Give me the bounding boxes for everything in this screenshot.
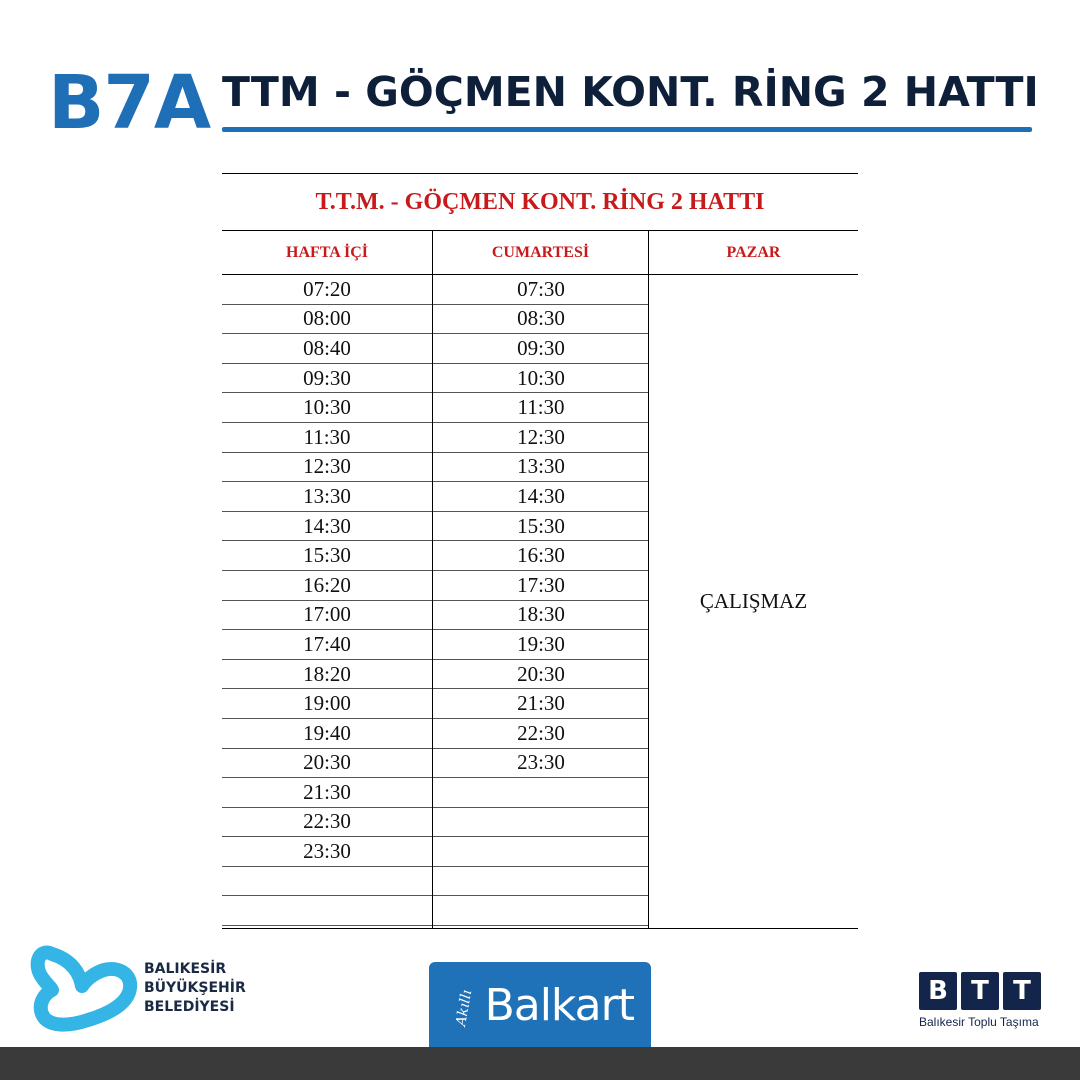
- weekday-time-cell: [222, 867, 432, 897]
- operator-letter: T: [961, 972, 999, 1010]
- saturday-time-cell: 08:30: [433, 305, 649, 335]
- sunday-no-service: ÇALIŞMAZ: [699, 589, 808, 613]
- saturday-times-column: [433, 275, 649, 926]
- weekday-time-cell: 17:40: [222, 630, 432, 660]
- saturday-time-cell: 17:30: [433, 571, 649, 601]
- saturday-time-cell: 22:30: [433, 719, 649, 749]
- balkart-name: Balkart: [484, 979, 634, 1031]
- saturday-time-cell: [433, 837, 649, 867]
- saturday-time-cell: [433, 808, 649, 838]
- operator-logo: [919, 972, 1041, 1029]
- line-code: B7A: [48, 60, 211, 146]
- weekday-time-cell: 07:20: [222, 275, 432, 305]
- weekday-time-cell: 08:00: [222, 305, 432, 335]
- table-bottom-border: [222, 928, 858, 929]
- operator-subtitle: Balıkesir Toplu Taşıma: [919, 1015, 1039, 1029]
- saturday-time-cell: 09:30: [433, 334, 649, 364]
- operator-letter: T: [1003, 972, 1041, 1010]
- column-header-weekday: HAFTA İÇİ: [222, 231, 432, 275]
- municipality-line2: BÜYÜKŞEHİR: [144, 980, 246, 996]
- saturday-time-cell: [433, 896, 649, 926]
- schedule-title: T.T.M. - GÖÇMEN KONT. RİNG 2 HATTI: [222, 173, 858, 231]
- weekday-time-cell: 23:30: [222, 837, 432, 867]
- weekday-time-cell: [222, 896, 432, 926]
- weekday-time-cell: 19:40: [222, 719, 432, 749]
- saturday-time-cell: 23:30: [433, 749, 649, 779]
- saturday-time-cell: 19:30: [433, 630, 649, 660]
- weekday-time-cell: 08:40: [222, 334, 432, 364]
- weekday-time-cell: 11:30: [222, 423, 432, 453]
- weekday-time-cell: 16:20: [222, 571, 432, 601]
- saturday-time-cell: 12:30: [433, 423, 649, 453]
- saturday-time-cell: 18:30: [433, 601, 649, 631]
- saturday-time-cell: 16:30: [433, 541, 649, 571]
- weekday-time-cell: 19:00: [222, 689, 432, 719]
- weekday-time-cell: 12:30: [222, 453, 432, 483]
- column-header-sunday: PAZAR: [649, 231, 858, 275]
- saturday-time-cell: 14:30: [433, 482, 649, 512]
- line-title: TTM - GÖÇMEN KONT. RİNG 2 HATTI: [222, 68, 1039, 116]
- column-divider: [648, 231, 649, 928]
- weekday-times-column: [222, 275, 432, 926]
- column-divider: [432, 231, 433, 928]
- saturday-time-cell: 15:30: [433, 512, 649, 542]
- saturday-time-cell: 21:30: [433, 689, 649, 719]
- saturday-time-cell: 20:30: [433, 660, 649, 690]
- weekday-time-cell: 21:30: [222, 778, 432, 808]
- saturday-time-cell: [433, 778, 649, 808]
- page-header: [0, 0, 1080, 150]
- weekday-time-cell: 15:30: [222, 541, 432, 571]
- municipality-name: [144, 960, 246, 1017]
- saturday-time-cell: [433, 867, 649, 897]
- weekday-time-cell: 10:30: [222, 393, 432, 423]
- schedule-table: [222, 173, 858, 929]
- weekday-time-cell: 20:30: [222, 749, 432, 779]
- municipality-line1: BALIKESİR: [144, 961, 227, 977]
- balkart-prefix: Akıllı: [453, 988, 476, 1028]
- column-header-saturday: CUMARTESİ: [433, 231, 648, 275]
- saturday-time-cell: 13:30: [433, 453, 649, 483]
- footer-band: [0, 1047, 1080, 1080]
- municipality-logo-icon: [30, 940, 140, 1032]
- saturday-time-cell: 07:30: [433, 275, 649, 305]
- weekday-time-cell: 18:20: [222, 660, 432, 690]
- weekday-time-cell: 17:00: [222, 601, 432, 631]
- operator-letter: B: [919, 972, 957, 1010]
- weekday-time-cell: 14:30: [222, 512, 432, 542]
- weekday-time-cell: 09:30: [222, 364, 432, 394]
- title-underline: [222, 127, 1032, 132]
- municipality-line3: BELEDİYESİ: [144, 999, 235, 1015]
- saturday-time-cell: 10:30: [433, 364, 649, 394]
- weekday-time-cell: 22:30: [222, 808, 432, 838]
- saturday-time-cell: 11:30: [433, 393, 649, 423]
- weekday-time-cell: 13:30: [222, 482, 432, 512]
- balkart-logo: [429, 962, 651, 1048]
